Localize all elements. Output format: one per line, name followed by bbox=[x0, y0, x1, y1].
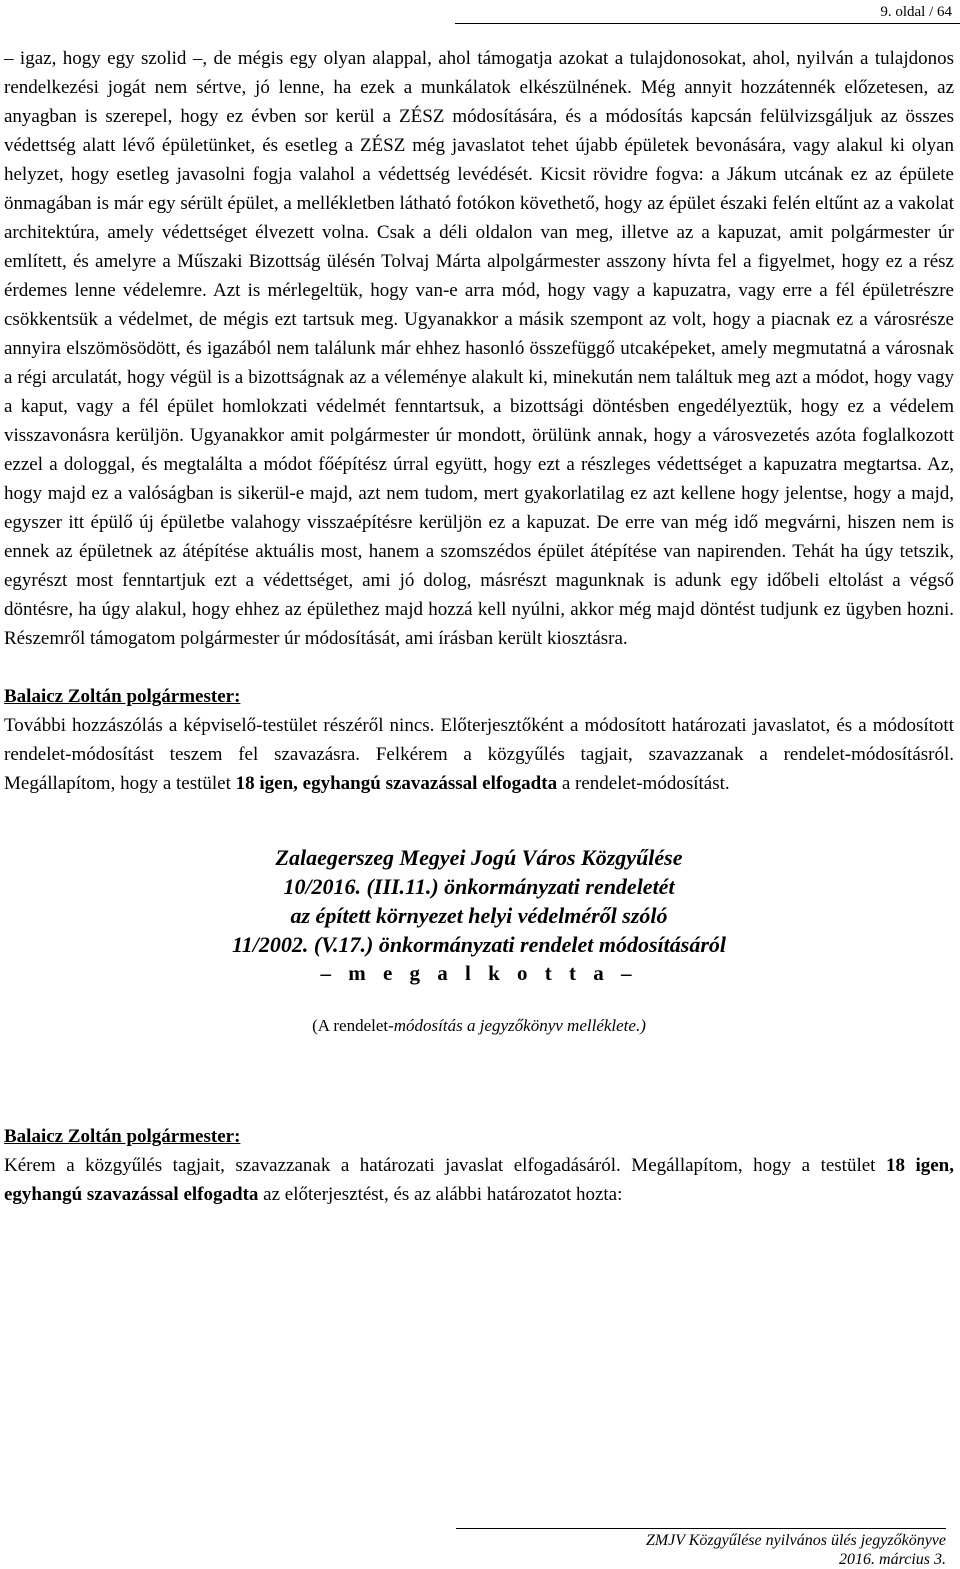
document-body bbox=[4, 44, 954, 1209]
paragraph-continuation: – igaz, hogy egy szolid –, de mégis egy olyan alappal, ahol támogatja azokat a tulajdonosokat, ahol, nyilván a tulajdonos rendelkezési jogát nem sértve, jó lenne, ha ezek a munkálatok elkészülnének. Még annyit hozzátennék előzetesen, az anyagban is szerepel, hogy ez évben sor kerül a ZÉSZ módosítására, és a módosítás kapcsán felülvizsgáljuk az összes védettség alatt lévő épületünket, és esetleg a ZÉSZ még javaslatot tehet újabb épületek bevonására, vagy alakul ki olyan helyzet, hogy esetleg javasolni fogja valahol a védettség levédését. Kicsit rövidre fogva: a Jákum utcának ez az épülete önmagában is már egy sérült épület, a mellékletben látható fotókon követhető, hogy az épület északi felén eltűnt az a vakolat architektúra, amely védettséget élvezett volna. Csak a déli oldalon van meg, illetve az a kapuzat, amit polgármester úr említett, és amelyre a Műszaki Bizottság ülésén Tolvaj Márta alpolgármester asszony hívta fel a figyelmet, hogy ez a rész érdemes lenne védelemre. Azt is mérlegeltük, hogy van-e arra mód, hogy vagy a kapuzatra, vagy erre a fél épületrészre csökkentsük a védelmet, de mégis ezt tartsuk meg. Ugyanakkor a másik szempont az volt, hogy a piacnak ez a városrésze annyira elszömösödött, és igazából nem találunk már ehhez hasonló összefüggő utcaképeket, amely megmutatná a városnak a régi arculatát, hogy végül is a bizottságnak az a véleménye alakult ki, minekután nem találtuk meg azt a módot, hogy vagy a kaput, vagy a fél épület homlokzati védelmét fenntartsuk, a bizottsági döntésben engedélyeztük, hogy ez a védelem visszavonásra kerüljön. Ugyanakkor amit polgármester úr mondott, örülünk annak, hogy a városvezetés azóta foglalkozott ezzel a dologgal, és megtalálta a módot főépítész úrral együtt, hogy ezt a részleges védettséget a kapuzatra megtartsa. Az, hogy majd ez a valóságban is sikerül-e majd, azt nem tudom, mert gyakorlatilag ez azt kellene hogy jelentse, hogy a majd, egyszer itt épülő új épületbe valahogy visszaépítésre kerüljön ez a kapuzat. De erre van még idő megvárni, hiszen nem is ennek az épületnek az átépítése aktuális most, hanem a szomszédos épület átépítése van napirenden. Tehát ha úgy tetszik, egyrészt most fenntartjuk ezt a védettséget, ami jó dolog, másrészt magunknak is adunk egy időbeli eltolást a végső döntésre, ha úgy alakul, hogy ehhez az épülethez majd hozzá kell nyúlni, akkor még majd döntést tudjunk ez ügyben hozni. Részemről támogatom polgármester úr módosítását, ami írásban került kiosztásra. bbox=[4, 48, 954, 649]
decree-line: 11/2002. (V.17.) önkormányzati rendelet módosításáról bbox=[231, 932, 727, 957]
decree-line: az épített környezet helyi védelméről szóló bbox=[290, 903, 668, 928]
vote-text: További hozzászólás a képviselő-testület részéről nincs. Előterjesztőként a módosított határozati javaslatot, és a módosított rendelet-módosítást teszem fel szavazásra. Felkérem a közgyűlés tagjait, szavazzanak a rendelet-módosításról. Megállapítom, hogy a testület bbox=[4, 715, 954, 794]
paragraph-vote-resolution bbox=[4, 1151, 954, 1209]
annex-note bbox=[4, 1016, 954, 1036]
speaker-heading: Balaicz Zoltán polgármester: bbox=[4, 686, 241, 707]
vote-result: 18 igen, egyhangú szavazással elfogadta bbox=[4, 1155, 955, 1205]
footer-rule bbox=[456, 1528, 946, 1529]
annex-note-italic: módosítás a jegyzőkönyv melléklete.) bbox=[393, 1016, 646, 1035]
paragraph-vote-regulation bbox=[4, 711, 954, 798]
annex-note-plain: (A rendelet- bbox=[312, 1016, 394, 1035]
vote-result: 18 igen, egyhangú szavazással elfogadta bbox=[235, 773, 558, 794]
footer-title: ZMJV Közgyűlése nyilvános ülés jegyzőkönyve bbox=[645, 1532, 946, 1549]
vote-text-end: a rendelet-módosítást. bbox=[557, 773, 730, 794]
vote-text: Kérem a közgyűlés tagjait, szavazzanak a határozati javaslat elfogadásáról. Megállapítom, hogy a testület bbox=[4, 1155, 886, 1176]
footer-date: 2016. március 3. bbox=[839, 1551, 946, 1568]
vote-text-end: az előterjesztést, és az alábbi határozatot hozta: bbox=[258, 1184, 623, 1205]
decree-enacted: – m e g a l k o t t a – bbox=[320, 961, 638, 985]
decree-block bbox=[4, 843, 954, 988]
decree-line: Zalaegerszeg Megyei Jogú Város Közgyűlése bbox=[275, 845, 683, 870]
page-footer bbox=[456, 1528, 946, 1569]
page-number: 9. oldal / 64 bbox=[455, 0, 960, 24]
decree-line: 10/2016. (III.11.) önkormányzati rendeletét bbox=[283, 874, 675, 899]
speaker-heading: Balaicz Zoltán polgármester: bbox=[4, 1126, 241, 1147]
